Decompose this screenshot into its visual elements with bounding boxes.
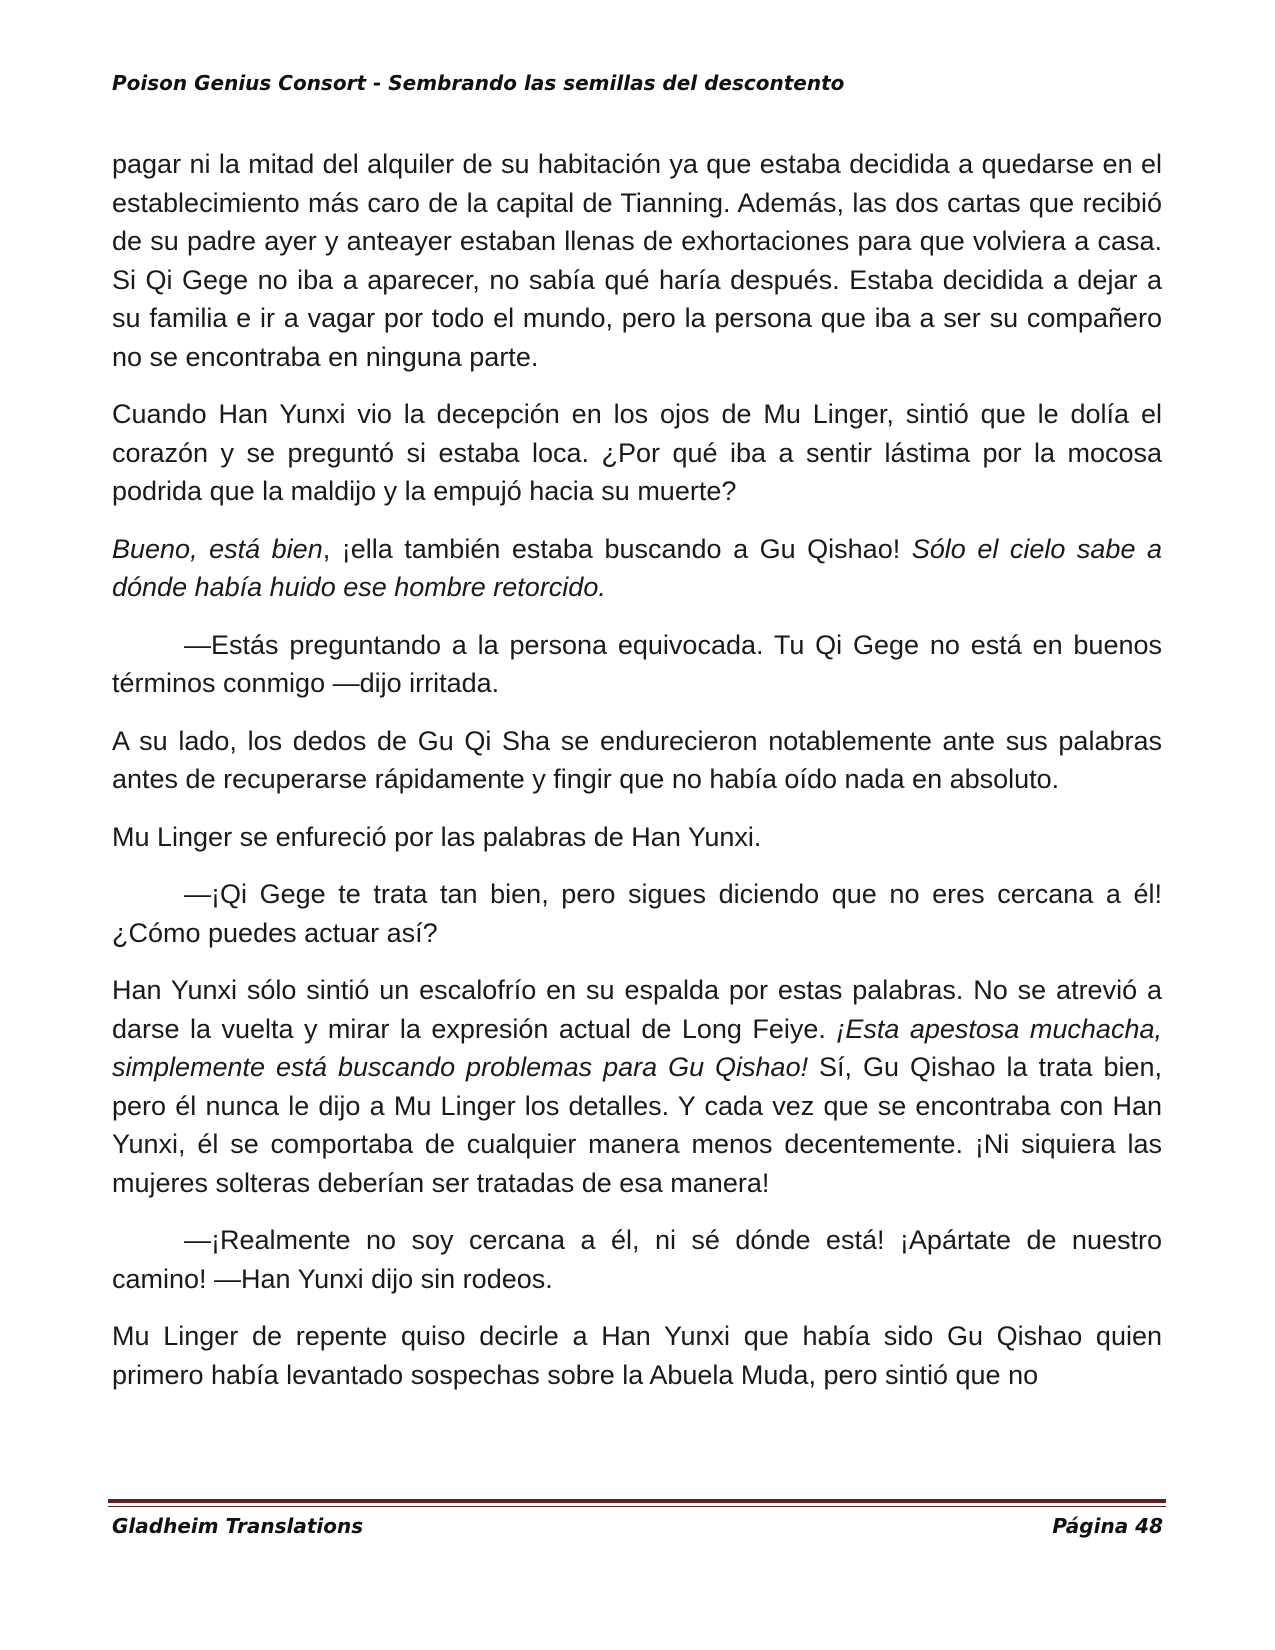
paragraph xyxy=(112,395,1162,511)
paragraph xyxy=(112,1317,1162,1394)
dialogue-paragraph xyxy=(112,1221,1162,1298)
paragraph xyxy=(112,971,1162,1202)
paragraph xyxy=(112,722,1162,799)
footer-divider-thin xyxy=(108,1506,1166,1507)
italic-thought: Sólo el cielo sabe a dónde había huido ese hombre retorcido. xyxy=(112,533,1162,602)
text-run: Han Yunxi sólo sintió un escalofrío en su espalda por estas palabras. No se atrevió a darse la vuelta y mirar la expresión actual de Long Feiye. xyxy=(112,975,1162,1044)
text-run: —¡Realmente no soy cercana a él, ni sé dónde está! ¡Apártate de nuestro camino! —Han Yunxi dijo sin rodeos. xyxy=(112,1225,1162,1294)
italic-thought: ¡Esta apestosa muchacha, simplemente está buscando problemas para Gu Qishao! xyxy=(112,1013,1162,1082)
text-run: Cuando Han Yunxi vio la decepción en los ojos de Mu Linger, sintió que le dolía el corazón y se preguntó si estaba loca. ¿Por qué iba a sentir lástima por la mocosa podrida que la maldijo y la empujó hacia su muerte? xyxy=(112,399,1162,506)
paragraph xyxy=(112,530,1162,607)
text-run: Sí, Gu Qishao la trata bien, pero él nunca le dijo a Mu Linger los detalles. Y cada vez que se encontraba con Han Yunxi, él se comportaba de cualquier manera menos decentemente. ¡Ni siquiera las mujeres solteras deberían ser tratadas de esa manera! xyxy=(112,1052,1162,1198)
text-run: —¡Qi Gege te trata tan bien, pero sigues diciendo que no eres cercana a él! ¿Cómo puedes actuar así? xyxy=(112,879,1162,948)
paragraph xyxy=(112,145,1162,376)
body-text xyxy=(112,145,1162,1413)
page-header: Poison Genius Consort - Sembrando las semillas del descontento xyxy=(112,71,845,95)
footer-publisher: Gladheim Translations xyxy=(112,1514,364,1538)
text-run: A su lado, los dedos de Gu Qi Sha se endurecieron notablemente ante sus palabras antes de recuperarse rápidamente y fingir que no había oído nada en absoluto. xyxy=(112,725,1162,794)
footer-page-number: Página 48 xyxy=(1052,1514,1163,1538)
italic-thought: Bueno, está bien xyxy=(112,533,323,564)
footer-divider-thick xyxy=(108,1499,1166,1503)
text-run: Mu Linger se enfureció por las palabras de Han Yunxi. xyxy=(112,821,762,852)
text-run: pagar ni la mitad del alquiler de su habitación ya que estaba decidida a quedarse en el establecimiento más caro de la capital de Tianning. Además, las dos cartas que recibió de su padre ayer y anteayer estaban llenas de exhortaciones para que volviera a casa. Si Qi Gege no iba a aparecer, no sabía qué haría después. Estaba decidida a dejar a su familia e ir a vagar por todo el mundo, pero la persona que iba a ser su compañero no se encontraba en ninguna parte. xyxy=(112,149,1162,372)
text-run: , ¡ella también estaba buscando a Gu Qishao! xyxy=(322,533,912,564)
dialogue-paragraph xyxy=(112,875,1162,952)
text-run: —Estás preguntando a la persona equivocada. Tu Qi Gege no está en buenos términos conmigo —dijo irritada. xyxy=(112,629,1162,698)
dialogue-paragraph xyxy=(112,626,1162,703)
paragraph xyxy=(112,818,1162,857)
text-run: Mu Linger de repente quiso decirle a Han Yunxi que había sido Gu Qishao quien primero había levantado sospechas sobre la Abuela Muda, pero sintió que no xyxy=(112,1321,1162,1390)
